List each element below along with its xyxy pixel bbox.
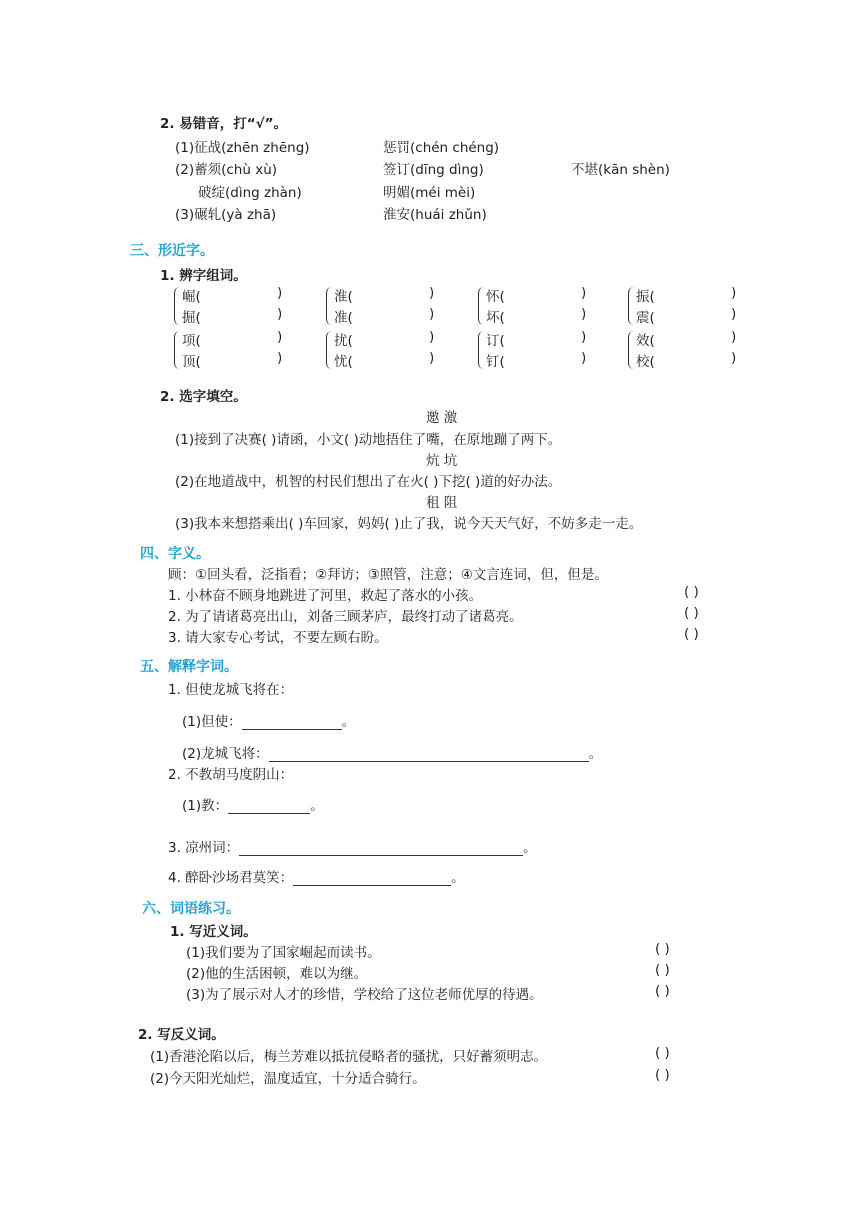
char-options: 炕 坑 [426, 453, 458, 469]
poem-line: 2. 不教胡马度阴山： [168, 767, 294, 783]
char-cell: 校( [636, 354, 655, 370]
char-cell-close: ) [277, 350, 283, 366]
brace-mark [326, 287, 333, 325]
char-cell-close: ) [581, 350, 587, 366]
char-cell: 怀( [486, 289, 505, 305]
answer-paren: ( ) [655, 983, 670, 999]
brace-mark [628, 287, 635, 325]
char-options: 邀 激 [426, 410, 458, 426]
char-cell-close: ) [731, 285, 737, 301]
list-item: (3)为了展示对人才的珍惜，学校给了这位老师优厚的待遇。 [186, 987, 543, 1003]
brace-mark [478, 331, 485, 369]
list-item: (1)香港沦陷以后，梅兰芳难以抵抗侵略者的骚扰，只好蓄须明志。 [150, 1049, 548, 1065]
char-cell-close: ) [277, 285, 283, 301]
char-options: 租 阻 [426, 495, 458, 511]
answer-line[interactable] [293, 871, 451, 886]
explain-item [182, 794, 324, 814]
definition: 顾：①回头看，泛指看；②拜访；③照管，注意；④文言连词，但，但是。 [168, 567, 608, 583]
pinyin-item: (2)蓄须(chù xù) [175, 162, 278, 178]
list-item: 1. 小林奋不顾身地跳进了河里，救起了落水的小孩。 [168, 588, 483, 604]
sub-heading: 1. 写近义词。 [170, 924, 257, 940]
period: 。 [523, 840, 537, 856]
char-cell-close: ) [731, 306, 737, 322]
answer-paren: ( ) [684, 584, 699, 600]
period: 。 [310, 798, 324, 814]
char-cell-close: ) [277, 329, 283, 345]
section-heading: 六、词语练习。 [142, 901, 240, 917]
explain-label: (1)教： [182, 798, 229, 814]
char-cell: 忧( [334, 354, 353, 370]
char-cell-close: ) [581, 329, 587, 345]
answer-paren: ( ) [684, 626, 699, 642]
char-cell: 效( [636, 333, 655, 349]
period: 。 [341, 714, 356, 730]
char-cell: 订( [486, 333, 505, 349]
pinyin-item: 惩罚(chén chéng) [383, 140, 500, 156]
char-cell: 振( [636, 289, 655, 305]
char-cell: 淮( [334, 289, 353, 305]
list-item: (1)我们要为了国家崛起而读书。 [186, 945, 381, 961]
section-heading: 2. 易错音，打“√”。 [160, 116, 287, 132]
list-item: (2)他的生活困顿，难以为继。 [186, 966, 368, 982]
char-cell-close: ) [429, 329, 435, 345]
fill-question: (1)接到了决赛( )请函，小文( )动地捂住了嘴，在原地蹦了两下。 [175, 432, 562, 448]
explain-label: (2)龙城飞将： [182, 746, 269, 762]
char-cell: 坏( [486, 310, 505, 326]
period: 。 [588, 746, 603, 762]
brace-mark [628, 331, 635, 369]
char-cell-close: ) [429, 306, 435, 322]
list-item: (2)今天阳光灿烂，温度适宜，十分适合骑行。 [150, 1071, 426, 1087]
explain-label: (1)但使： [182, 714, 242, 730]
char-cell-close: ) [731, 350, 737, 366]
answer-line[interactable] [269, 747, 589, 762]
fill-question: (2)在地道战中，机智的村民们想出了在火( )下挖( )道的好办法。 [175, 474, 562, 490]
char-cell-close: ) [581, 285, 587, 301]
char-cell: 掘( [182, 310, 201, 326]
brace-mark [326, 331, 333, 369]
sub-heading: 1. 辨字组词。 [160, 268, 247, 284]
section-heading: 五、解释字词。 [140, 659, 238, 675]
list-item: 2. 为了请诸葛亮出山，刘备三顾茅庐，最终打动了诸葛亮。 [168, 609, 523, 625]
explain-item [168, 866, 465, 886]
char-cell: 准( [334, 310, 353, 326]
char-cell: 项( [182, 333, 201, 349]
answer-paren: ( ) [655, 941, 670, 957]
brace-mark [478, 287, 485, 325]
sub-heading: 2. 选字填空。 [160, 389, 247, 405]
answer-paren: ( ) [655, 1045, 670, 1061]
pinyin-item: (1)征战(zhēn zhēng) [175, 140, 310, 156]
pinyin-item: (3)碾轧(yà zhā) [175, 207, 277, 223]
char-cell-close: ) [277, 306, 283, 322]
answer-paren: ( ) [655, 1067, 670, 1083]
char-cell: 崛( [182, 289, 201, 305]
brace-mark [174, 287, 181, 325]
answer-paren: ( ) [655, 962, 670, 978]
list-item: 3. 请大家专心考试，不要左顾右盼。 [168, 630, 388, 646]
section-heading: 三、形近字。 [130, 243, 214, 259]
brace-mark [174, 331, 181, 369]
pinyin-item: 明媚(méi mèi) [383, 185, 476, 201]
char-cell: 顶( [182, 354, 201, 370]
char-cell: 扰( [334, 333, 353, 349]
answer-line[interactable] [228, 799, 310, 814]
answer-paren: ( ) [684, 605, 699, 621]
pinyin-item: 签订(dīng dìng) [383, 162, 484, 178]
pinyin-item: 破绽(dìng zhàn) [198, 185, 302, 201]
explain-label: 4. 醉卧沙场君莫笑： [168, 870, 294, 886]
char-cell-close: ) [429, 285, 435, 301]
section-heading: 四、字义。 [140, 546, 210, 562]
char-cell: 钉( [486, 354, 505, 370]
char-cell: 震( [636, 310, 655, 326]
period: 。 [451, 870, 465, 886]
pinyin-item: 不堪(kān shèn) [571, 162, 670, 178]
char-cell-close: ) [731, 329, 737, 345]
poem-line: 1. 但使龙城飞将在： [168, 682, 294, 698]
sub-heading: 2. 写反义词。 [138, 1027, 225, 1043]
explain-item [168, 836, 537, 856]
explain-item [182, 710, 355, 730]
pinyin-item: 淮安(huái zhǔn) [383, 207, 487, 223]
char-cell-close: ) [429, 350, 435, 366]
answer-line[interactable] [239, 841, 523, 856]
char-cell-close: ) [581, 306, 587, 322]
explain-item [182, 742, 602, 762]
fill-question: (3)我本来想搭乘出( )车回家，妈妈( )止了我，说今天天气好，不妨多走一走。 [175, 516, 643, 532]
answer-line[interactable] [242, 715, 342, 730]
explain-label: 3. 凉州词： [168, 840, 240, 856]
